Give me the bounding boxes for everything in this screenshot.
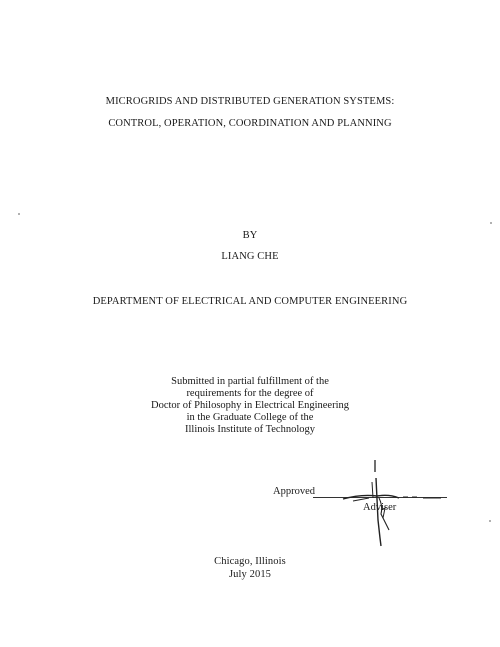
- scan-speck: [489, 520, 491, 522]
- handwritten-signature: [323, 458, 453, 548]
- scan-speck: [490, 222, 492, 224]
- adviser-label: Adviser: [363, 502, 397, 513]
- submission-line-3: Doctor of Philosophy in Electrical Engineering: [151, 400, 349, 411]
- title-line-2: CONTROL, OPERATION, COORDINATION AND PLANNING: [108, 118, 392, 129]
- by-label: BY: [242, 230, 258, 241]
- approval-block: [273, 486, 473, 556]
- submission-line-2: requirements for the degree of: [186, 388, 314, 399]
- location: Chicago, Illinois: [214, 556, 286, 567]
- submission-line-4: in the Graduate College of the: [186, 412, 314, 423]
- scan-speck: [18, 213, 20, 215]
- department-name: DEPARTMENT OF ELECTRICAL AND COMPUTER ENGINEERING: [92, 296, 408, 307]
- approved-label: Approved: [273, 486, 315, 497]
- submission-line-5: Illinois Institute of Technology: [184, 424, 315, 435]
- submission-line-1: Submitted in partial fulfillment of the: [171, 376, 329, 387]
- author-name: LIANG CHE: [221, 251, 279, 262]
- date: July 2015: [228, 569, 272, 580]
- title-line-1: MICROGRIDS AND DISTRIBUTED GENERATION SYSTEMS:: [105, 96, 395, 107]
